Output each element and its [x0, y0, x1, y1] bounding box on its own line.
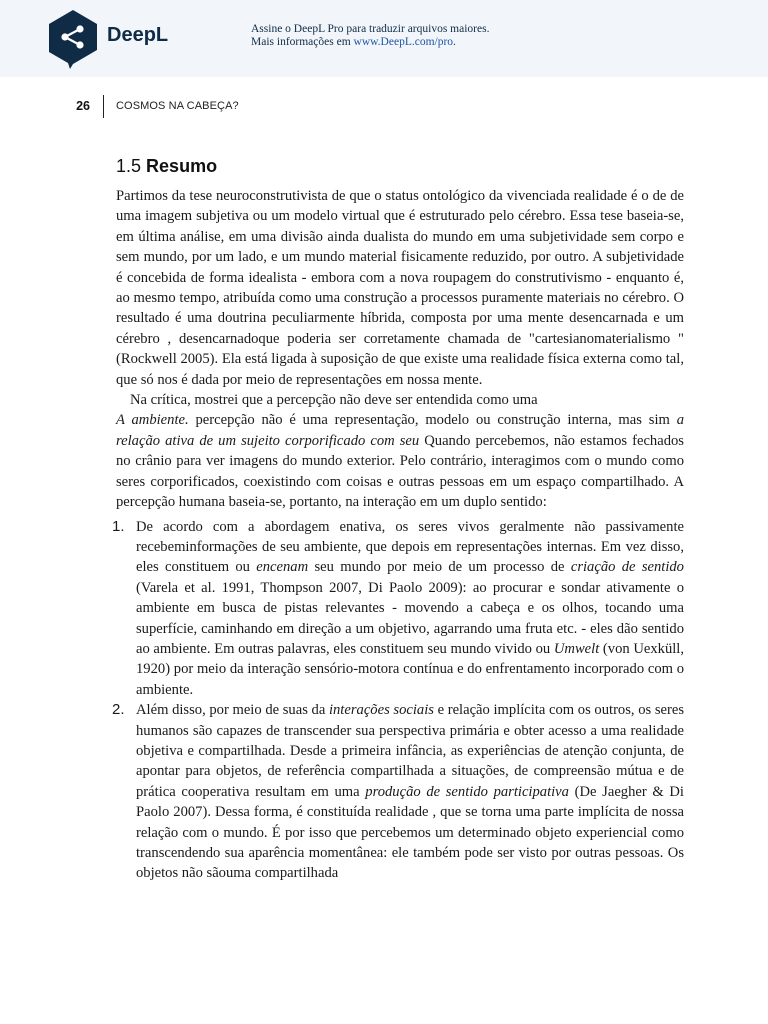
list-number: 2. — [112, 701, 125, 719]
running-head — [0, 95, 768, 119]
list-text: (De Jaegher & Di Paolo 2007). Dessa forma, é constituída realidade , que se torna uma parte implícita de nossa relação com o mundo. É por isso que percebemos um determinado objeto experiencial como transcendendo sua aparência momentânea: ele também pode ser visto por outras pessoas. Os objetos não sãouma compartilhada — [136, 783, 684, 882]
promo-line-2 — [251, 36, 489, 49]
list-item — [112, 517, 684, 701]
deepl-banner — [0, 0, 768, 77]
section-heading — [116, 156, 217, 177]
section-number: 1.5 — [116, 156, 142, 176]
list-text: Além disso, por meio de suas da — [136, 702, 329, 719]
deepl-pro-link[interactable]: www.DeepL.com/pro — [353, 36, 454, 48]
promo-suffix: . — [453, 36, 456, 48]
header-divider — [103, 95, 104, 118]
numbered-list — [112, 517, 684, 884]
deepl-logo-text[interactable]: DeepL — [107, 24, 169, 46]
list-text: e relação implícita com os outros, os seres humanos são capazes de transcender sua perspectiva primária e obter acesso a uma realidade objetiva e compartilhada. Desde a primeira infância, as experiências de atenção conjunta, de apontar para objetos, de referência compartilhada a situações, de compreensão mútua e de prática cooperativa resultam em uma — [136, 702, 684, 800]
deepl-logo-icon[interactable] — [46, 8, 100, 70]
section-title: Resumo — [146, 156, 218, 176]
italic-phrase: criação de sentido — [570, 559, 684, 576]
paragraph-2-text: percepção não é uma representação, modelo ou construção interna, mas sim — [188, 412, 677, 429]
list-text: (von Uexküll, 1920) por meio da interação sensório-motora contínua e do enfrentamento incorporado com o ambiente. — [136, 640, 684, 698]
paragraph-1: Partimos da tese neuroconstrutivista de que o status ontológico da vivenciada realidade é o de de uma imagem subjetiva ou um modelo virtual que é estruturado pelo cérebro. Essa tese baseia-se, em última análise, em uma divisão ainda dualista do mundo em uma subjetividade sem corpo e sem mundo, por um lado, e um mundo material fisicamente reduzido, por outro. A subjetividade é concebida de forma idealista - embora com a nova roupagem do construtivismo - enquanto é, ao mesmo tempo, atribuída como uma construção a processos puramente materiais no cérebro. O resultado é uma doutrina peculiarmente híbrida, composta por uma mente desencarnada e um cérebro , desencarnadoque poderia ser corretamente chamada de "cartesianomaterialismo " (Rockwell 2005). Ela está ligada à suposição de que existe uma realidade física externa como tal, que só nos é dada por meio de representações em nossa mente. — [116, 188, 684, 388]
list-text: De acordo com a abordagem enativa, os seres vivos geralmente não passivamente recebeminformações de seu ambiente, que depois em representações internas. Em vez disso, eles constituem ou — [136, 518, 684, 576]
italic-phrase: produção de sentido participativa — [365, 783, 569, 800]
list-text: seu mundo por meio de um processo de — [308, 559, 571, 576]
paragraph-2-text: Quando percebemos, não estamos fechados no crânio para ver imagens do mundo exterior. Pelo contrário, interagimos com o mundo como seres corporificados, coexistindo com coisas e outras pessoas em um espaço compartilhado. A percepção humana baseia-se, portanto, na interação em um duplo sentido: — [116, 432, 684, 511]
paragraph-2-line-1: Na crítica, mostrei que a percepção não deve ser entendida como uma — [130, 392, 538, 409]
body-text — [112, 186, 684, 884]
italic-phrase: encenam — [256, 559, 309, 576]
running-head-title: COSMOS NA CABEÇA? — [116, 100, 239, 112]
italic-phrase: Umwelt — [553, 640, 600, 657]
paragraph-2 — [116, 410, 684, 512]
italic-phrase: A ambiente. — [116, 412, 189, 429]
list-item — [112, 700, 684, 884]
list-text: (Varela et al. 1991, Thompson 2007, Di Paolo 2009): ao procurar e sondar ativamente o ambiente em busca de pistas relevantes - movendo a cabeça e os olhos, tocando uma superfície, caminhando em direção a um objetivo, agarrando uma fruta etc. - eles dão sentido ao ambiente. Em outras palavras, eles constituem seu mundo vivido ou — [136, 579, 684, 657]
italic-phrase: a relação ativa de um sujeito corporificado com seu — [116, 412, 684, 449]
promo-prefix: Mais informações em — [251, 36, 354, 48]
page-number: 26 — [76, 99, 90, 113]
promo-text — [251, 23, 489, 49]
list-number: 1. — [112, 517, 125, 535]
italic-phrase: interações sociais — [328, 702, 434, 719]
promo-line-1: Assine o DeepL Pro para traduzir arquivos maiores. — [251, 23, 490, 35]
